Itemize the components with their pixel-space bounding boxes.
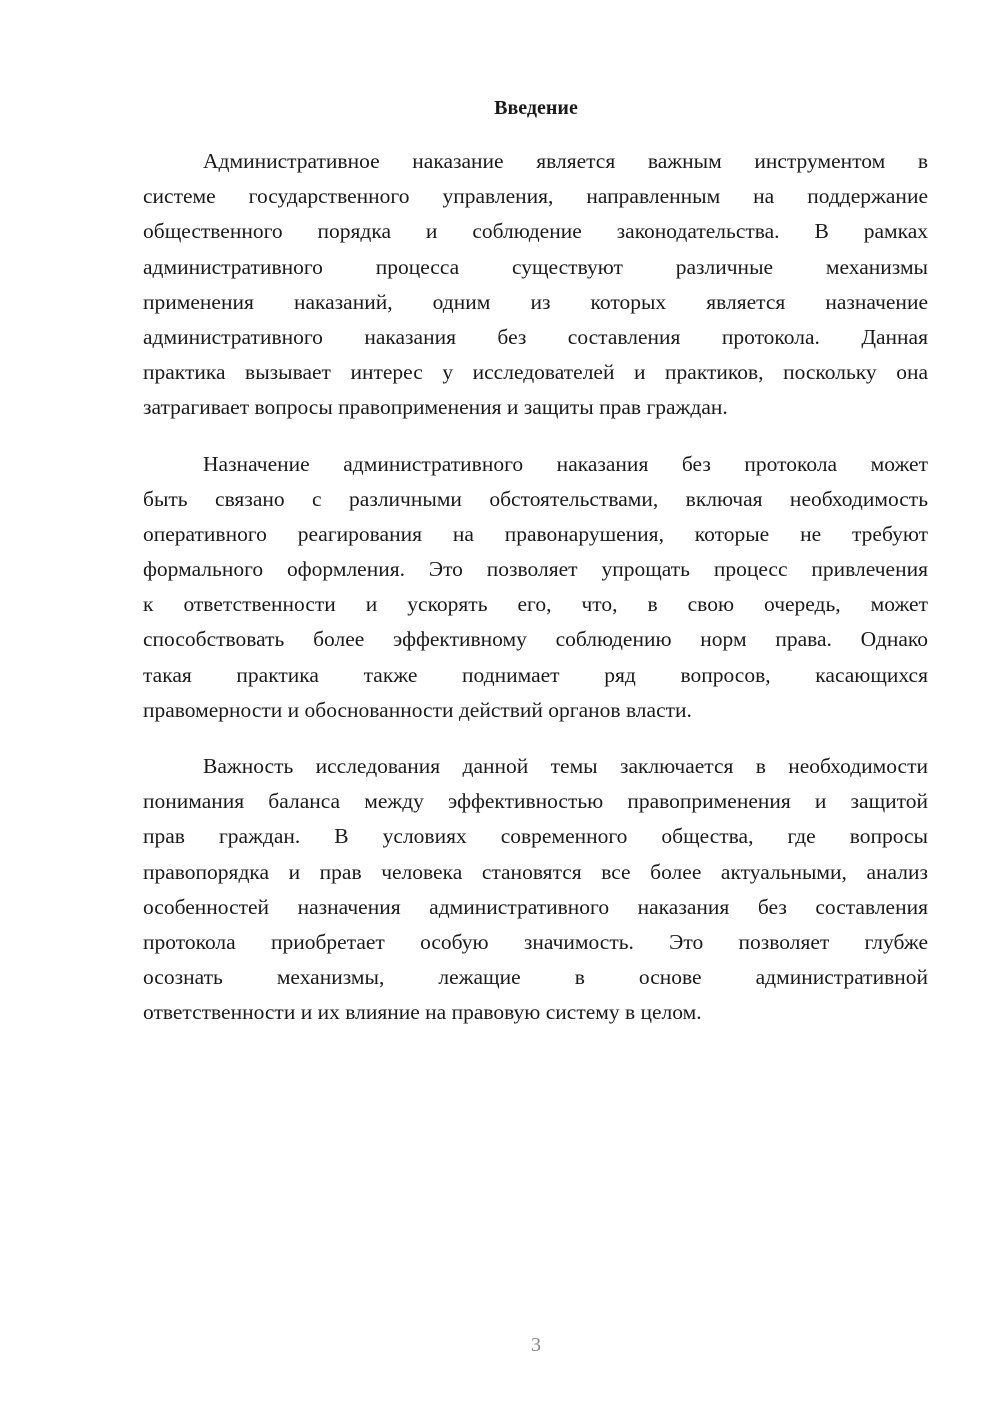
text-line: Важность исследования данной темы заключается в необходимости	[203, 754, 928, 778]
text-line: ответственности и их влияние на правовую систему в целом.	[143, 1000, 702, 1025]
paragraph	[143, 447, 928, 729]
text-line: оперативного реагирования на правонарушения, которые не требуют	[143, 521, 928, 546]
text-line: общественного порядка и соблюдение законодательства. В рамках	[143, 219, 928, 244]
text-line: правомерности и обоснованности действий органов власти.	[143, 697, 692, 722]
text-line: протокола приобретает особую значимость. Это позволяет глубже	[143, 929, 928, 954]
page-number: 3	[531, 1334, 541, 1356]
text-line: применения наказаний, одним из которых является назначение	[143, 289, 928, 314]
paragraph	[143, 144, 928, 426]
paragraph	[143, 749, 928, 1031]
text-line: административного наказания без составления протокола. Данная	[143, 324, 928, 349]
text-line: такая практика также поднимает ряд вопросов, касающихся	[143, 662, 928, 687]
text-line: Административное наказание является важным инструментом в	[203, 149, 928, 173]
text-line: к ответственности и ускорять его, что, в свою очередь, может	[143, 592, 928, 617]
text-line: затрагивает вопросы правоприменения и защиты прав граждан.	[143, 395, 728, 420]
text-line: формального оформления. Это позволяет упрощать процесс привлечения	[143, 557, 928, 582]
document-body	[143, 144, 928, 1052]
text-line: административного процесса существуют различные механизмы	[143, 254, 928, 279]
text-line: прав граждан. В условиях современного общества, где вопросы	[143, 824, 928, 849]
text-line: осознать механизмы, лежащие в основе административной	[143, 965, 928, 990]
text-line: Назначение административного наказания без протокола может	[203, 451, 928, 476]
text-line: практика вызывает интерес у исследователей и практиков, поскольку она	[143, 360, 928, 385]
text-line: правопорядка и прав человека становятся все более актуальными, анализ	[143, 859, 928, 884]
text-line: понимания баланса между эффективностью правоприменения и защитой	[143, 789, 928, 814]
section-title: Введение	[494, 97, 578, 119]
text-line: особенностей назначения административного наказания без составления	[143, 894, 928, 919]
text-line: системе государственного управления, направленным на поддержание	[143, 184, 928, 209]
text-line: способствовать более эффективному соблюдению норм права. Однако	[143, 627, 928, 652]
text-line: быть связано с различными обстоятельствами, включая необходимость	[143, 486, 928, 511]
